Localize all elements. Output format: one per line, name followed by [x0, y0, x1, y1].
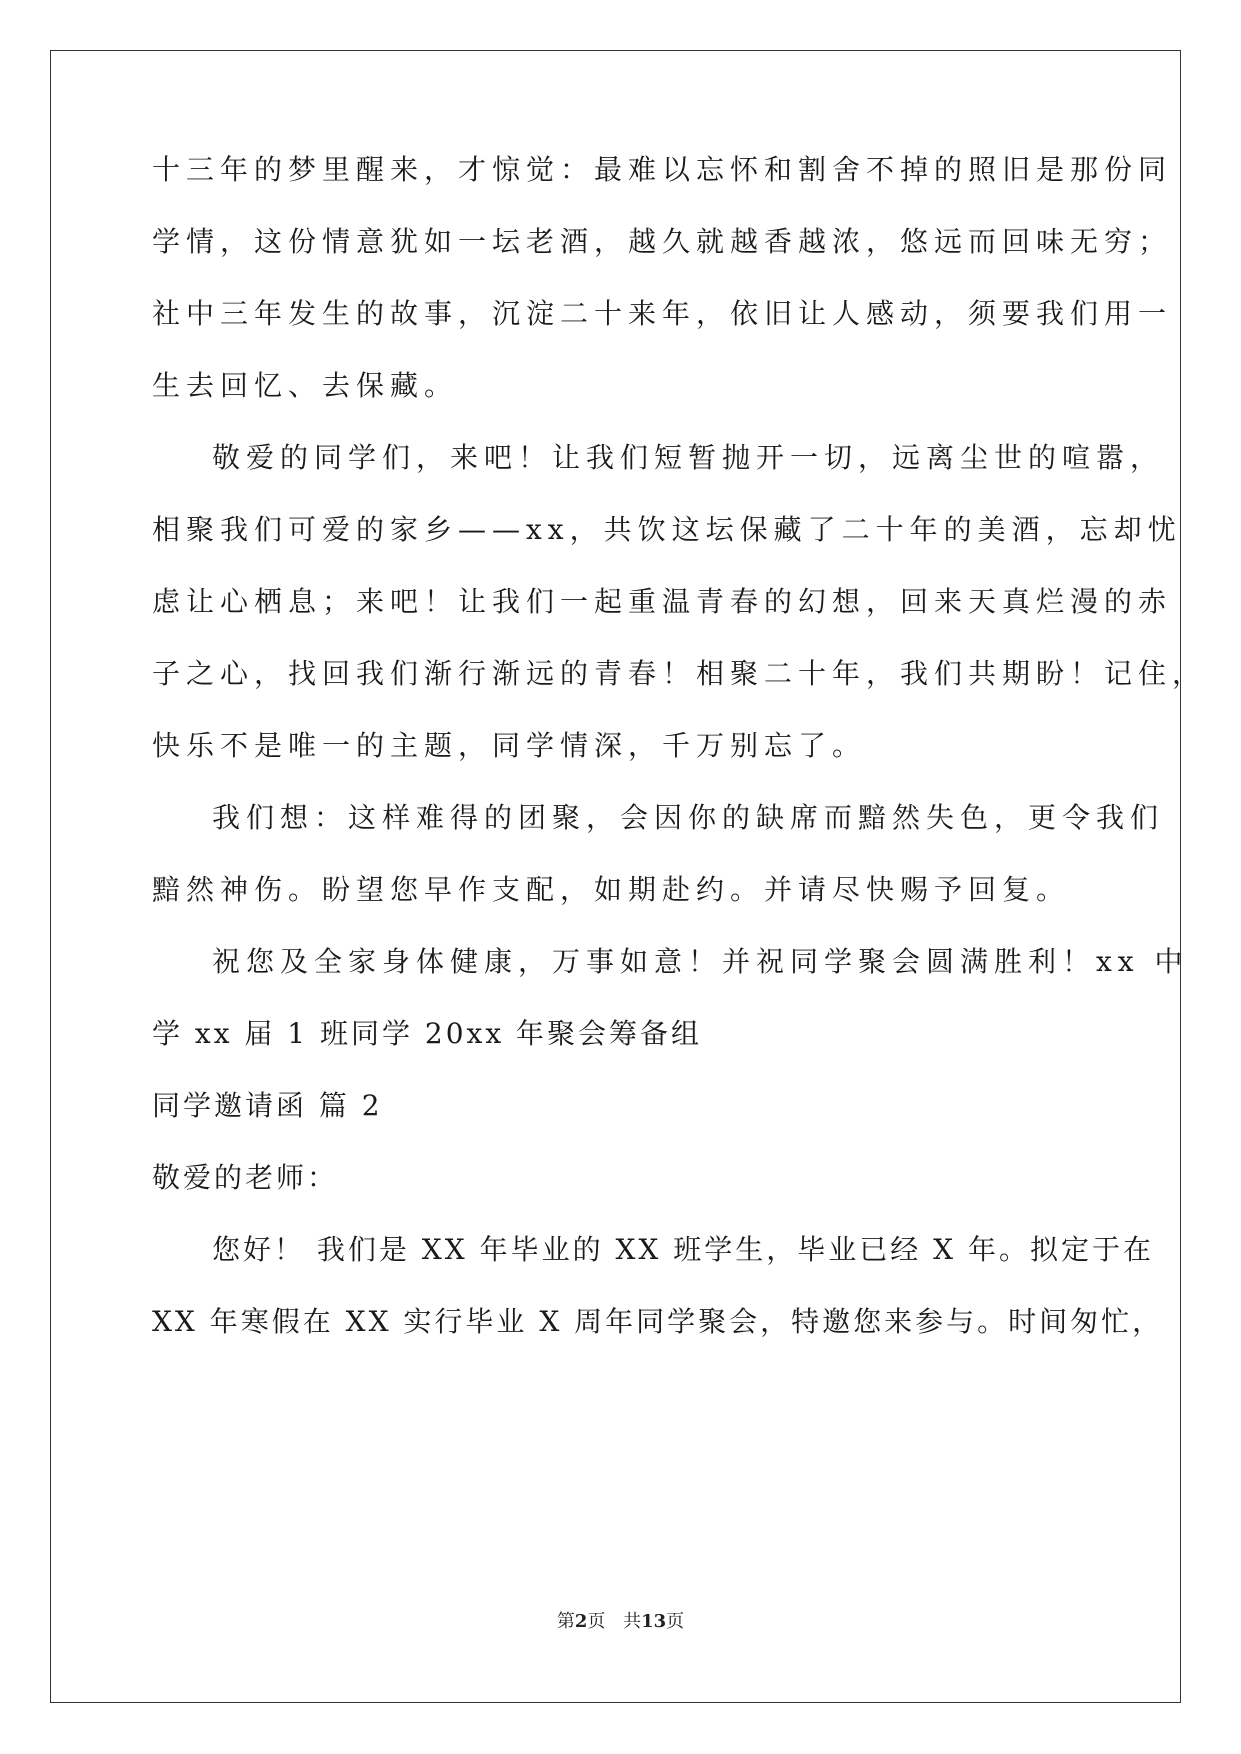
paragraph-line: 虑让心栖息；来吧！让我们一起重温青春的幻想，回来天真烂漫的赤	[152, 585, 1173, 618]
paragraph-line: 学 xx 届 1 班同学 20xx 年聚会筹备组	[152, 1017, 703, 1050]
paragraph-line: 敬爱的同学们，来吧！让我们短暂抛开一切，远离尘世的喧嚣，	[212, 441, 1165, 474]
paragraph-line: 您好！ 我们是 XX 年毕业的 XX 班学生，毕业已经 X 年。拟定于在	[212, 1233, 1154, 1266]
section-heading: 同学邀请函 篇 2	[152, 1089, 383, 1122]
paragraph-line: 快乐不是唯一的主题，同学情深，千万别忘了。	[152, 729, 867, 762]
paragraph-line: 十三年的梦里醒来，才惊觉：最难以忘怀和割舍不掉的照旧是那份同	[152, 153, 1173, 186]
page-total: 共13页	[623, 1611, 685, 1632]
page-footer	[0, 1610, 1241, 1634]
paragraph-line: 相聚我们可爱的家乡——xx，共饮这坛保藏了二十年的美酒，忘却忧	[152, 513, 1182, 546]
paragraph-line: 生去回忆、去保藏。	[152, 369, 459, 402]
paragraph-line: 我们想：这样难得的团聚，会因你的缺席而黯然失色，更令我们	[212, 801, 1165, 834]
paragraph-line: 黯然神伤。盼望您早作支配，如期赴约。并请尽快赐予回复。	[152, 873, 1071, 906]
paragraph-line: 学情，这份情意犹如一坛老酒，越久就越香越浓，悠远而回味无穷；	[152, 225, 1173, 258]
paragraph-line: 社中三年发生的故事，沉淀二十来年，依旧让人感动，须要我们用一	[152, 297, 1173, 330]
paragraph-line: 子之心，找回我们渐行渐远的青春！相聚二十年，我们共期盼！记住，	[152, 657, 1207, 690]
paragraph-line: XX 年寒假在 XX 实行毕业 X 周年同学聚会，特邀您来参与。时间匆忙，	[152, 1305, 1164, 1338]
page-number: 第2页	[556, 1611, 606, 1632]
salutation: 敬爱的老师：	[152, 1161, 339, 1194]
paragraph-line: 祝您及全家身体健康，万事如意！并祝同学聚会圆满胜利！xx 中	[212, 945, 1189, 978]
